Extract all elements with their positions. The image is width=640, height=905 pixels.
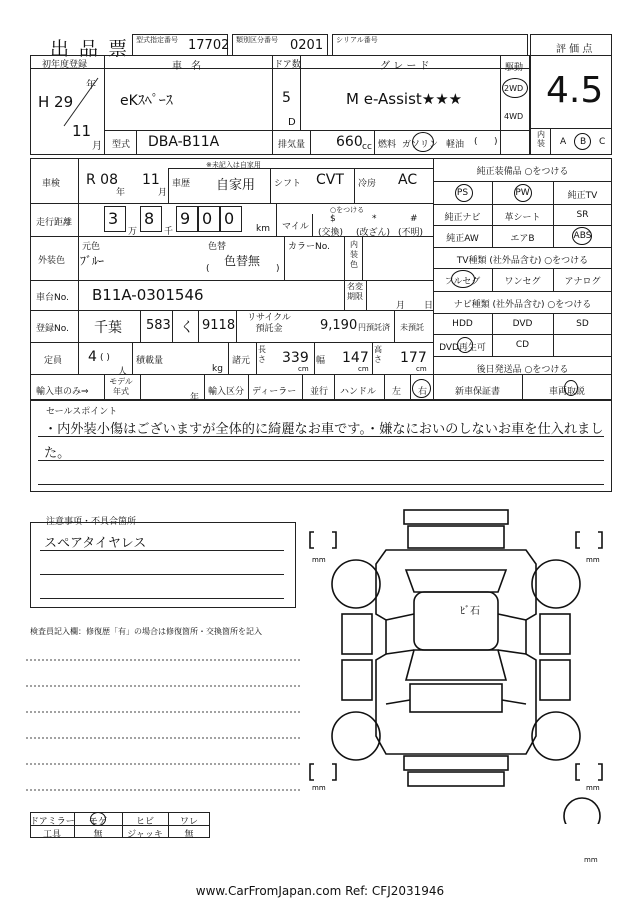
car-name: eKｽﾍﾟｰｽ xyxy=(120,93,173,109)
svg-text:mm: mm xyxy=(312,784,326,792)
capacity-unit: 人 xyxy=(118,367,128,377)
equip-sr: SR xyxy=(576,210,589,220)
bt-jack-value: 無 xyxy=(184,830,194,840)
interior-label: 内装 xyxy=(537,130,545,148)
shift: CVT xyxy=(316,172,344,188)
bt-tools-value: 無 xyxy=(93,830,103,840)
orig-color: ﾌﾞﾙｰ xyxy=(80,254,105,268)
year-unit: 年 xyxy=(86,80,96,91)
spare-tire-unit: mm xyxy=(584,856,598,864)
repaint-value: 色替無 xyxy=(224,254,261,268)
mileage-unknown: (不明) xyxy=(398,228,424,238)
mileage-unit-man: 万 xyxy=(128,227,138,237)
width-label: 幅 xyxy=(316,356,326,366)
docs-title: 後日発送品 ○をつける xyxy=(476,365,569,375)
vehicle-type-label: 車歴 xyxy=(172,179,191,189)
import-dealer: ディーラー xyxy=(252,387,297,397)
bt-mirror-label: ドアミラー xyxy=(30,817,75,827)
fuel-paren-open: ( xyxy=(474,137,478,147)
notes-label: 注意事項・不具合箇所 xyxy=(46,517,137,527)
displacement-label: 排気量 xyxy=(278,140,306,150)
fuel-diesel: 軽油 xyxy=(446,140,465,150)
car-name-label: 車 名 xyxy=(172,61,205,72)
drive-2wd: 2WD xyxy=(504,84,524,93)
navi-dvd: DVD xyxy=(512,319,533,329)
grade-label: グ レ ー ド xyxy=(380,61,430,72)
class-no: 0201 xyxy=(290,38,324,53)
sales-point-line-2: た。 xyxy=(44,446,71,461)
equip-navi: 純正ナビ xyxy=(444,213,481,223)
tv-oneseg: ワンセグ xyxy=(504,277,541,287)
width: 147 xyxy=(342,350,369,366)
equip-ps-circle xyxy=(455,184,473,202)
fuel-label: 燃料 xyxy=(378,140,397,150)
handle-label: ハンドル xyxy=(340,387,377,397)
model-no: 17702 xyxy=(188,38,230,53)
height-label: 高さ xyxy=(374,345,382,364)
equipment-title: 純正装備品 ○をつける xyxy=(476,167,569,177)
mileage-digit-1: 3 xyxy=(108,209,119,228)
interior-b-circle xyxy=(574,133,591,150)
fuel-gas: ガソリン xyxy=(402,140,439,150)
first-reg-label: 初年度登録 xyxy=(42,60,88,70)
ac-label: 冷房 xyxy=(358,179,377,189)
model-year-label: モデル年式 xyxy=(109,377,133,396)
interior-c: C xyxy=(599,137,606,147)
shaken-year-unit: 年 xyxy=(116,188,126,198)
capacity: 4 xyxy=(88,349,97,365)
mileage-unknown-sym: # xyxy=(410,214,418,224)
recycle-label: リサイクル預託金 xyxy=(247,313,291,334)
recycle-unit: 円預託済 xyxy=(358,323,390,332)
navi-cd: CD xyxy=(515,340,530,350)
equip-aw: 純正AW xyxy=(446,234,479,244)
inspector-lines xyxy=(26,650,302,800)
mileage-digit-2: 8 xyxy=(144,209,155,228)
class-no-label: 類別区分番号 xyxy=(236,36,278,44)
import-parallel: 並行 xyxy=(310,387,329,397)
drive-4wd: 4WD xyxy=(504,112,524,121)
mileage-label: 走行距離 xyxy=(36,218,73,228)
interior-b: B xyxy=(580,137,587,147)
displacement-unit: cc xyxy=(362,142,372,152)
navi-sd: SD xyxy=(576,319,589,329)
handle-right: 右 xyxy=(418,387,428,397)
height-unit: cm xyxy=(416,365,427,373)
shift-label: シフト xyxy=(274,179,302,189)
mileage-tamper-sym: * xyxy=(372,214,377,224)
docs-manual: 車両取説 xyxy=(548,387,585,397)
color-label: 外装色 xyxy=(38,256,66,266)
mileage-exchange: (交換) xyxy=(318,228,344,238)
drive-label: 駆動 xyxy=(505,63,524,73)
repaint-label: 色替 xyxy=(208,242,227,252)
inspection-day: 日 xyxy=(424,301,434,311)
vehicle-type: 自家用 xyxy=(216,178,256,193)
equip-pw-circle xyxy=(514,184,532,202)
import-class-label: 輸入区分 xyxy=(208,387,245,397)
svg-text:mm: mm xyxy=(586,556,600,564)
tv-analog: アナログ xyxy=(564,277,601,287)
interior-a: A xyxy=(560,137,567,147)
model-type: DBA-B11A xyxy=(148,134,220,150)
model-type-label: 型式 xyxy=(112,140,131,150)
recycle-not: 未預託 xyxy=(400,323,424,332)
tv-title: TV種類 (社外品含む) ○をつける xyxy=(456,256,589,266)
equip-airbag: エアB xyxy=(510,234,535,244)
sales-point-line-1: ・内外装小傷はございますが全体的に綺麗なお車です。・嫌なにおいのしないお車を仕入れまし xyxy=(44,422,604,437)
height: 177 xyxy=(400,350,427,366)
mileage-mile: マイル xyxy=(282,222,309,232)
mileage-unit: km xyxy=(256,224,270,234)
navi-hdd: HDD xyxy=(452,319,473,329)
chassis-label: 車台No. xyxy=(36,293,69,303)
equip-abs-circle xyxy=(572,227,592,245)
svg-text:mm: mm xyxy=(586,784,600,792)
sales-point-label: セールスポイント xyxy=(46,407,118,417)
color-no-label: カラーNo. xyxy=(288,242,330,252)
bt-mirror-break: ワレ xyxy=(179,817,198,827)
handle-right-circle xyxy=(412,379,431,398)
reg-number: 9118 xyxy=(202,318,236,333)
docs-manual-circle xyxy=(564,380,578,396)
serial-label: シリアル番号 xyxy=(336,36,378,44)
car-diagram xyxy=(306,504,606,824)
fuel-gas-circle xyxy=(412,132,434,152)
orig-color-label: 元色 xyxy=(82,242,101,252)
note-unmarked: ※未記入は自家用 xyxy=(206,161,261,169)
interior-color-label: 内装色 xyxy=(350,240,358,269)
ac: AC xyxy=(398,172,418,188)
docs-warranty: 新車保証書 xyxy=(454,387,500,397)
navi-dvd-play: DVD再生可 xyxy=(439,343,486,353)
shaken-label: 車検 xyxy=(42,179,61,189)
shaken-month-unit: 月 xyxy=(158,188,168,198)
width-unit: cm xyxy=(358,365,369,373)
diagram-mark: ﾋﾞ石 xyxy=(460,606,480,617)
displacement: 660 xyxy=(336,134,363,150)
model-no-label: 型式指定番号 xyxy=(136,36,178,44)
chassis: B11A-0301546 xyxy=(92,286,204,304)
score: 4.5 xyxy=(546,70,604,111)
mileage-digit-4: 0 xyxy=(202,209,213,228)
notes-line-1: スペアタイヤレス xyxy=(44,536,147,551)
load-unit: kg xyxy=(212,364,223,374)
bt-mirror-loss: モゲ xyxy=(88,817,107,827)
equip-pw: PW xyxy=(515,188,530,198)
navi-title: ナビ種類 (社外品含む) ○をつける xyxy=(453,300,592,310)
length-label: 長さ xyxy=(258,345,266,364)
length: 339 xyxy=(282,350,309,366)
bt-tools-label: 工具 xyxy=(42,830,61,840)
sales-point-box xyxy=(30,400,612,492)
load-label: 積載量 xyxy=(136,356,164,366)
mileage-exchange-sym: $ xyxy=(330,214,336,224)
form-title: 出 品 票 xyxy=(50,38,130,60)
bt-jack-label: ジャッキ xyxy=(127,830,163,840)
recycle-value: 9,190 xyxy=(320,318,358,333)
mileage-digit-3: 9 xyxy=(180,209,191,228)
footer-ref: www.CarFromJapan.com Ref: CFJ2031946 xyxy=(195,884,445,898)
shaken-era: R 08 xyxy=(86,172,118,188)
equip-tv: 純正TV xyxy=(567,191,598,201)
month-unit: 月 xyxy=(92,141,102,152)
bt-mirror-loss-circle xyxy=(90,812,106,826)
capacity-label: 定員 xyxy=(44,356,63,366)
equip-abs: ABS xyxy=(573,231,592,241)
length-unit: cm xyxy=(298,365,309,373)
tv-fullseg: フルセグ xyxy=(444,277,481,287)
inspector-label: 検査員記入欄：修復歴「有」の場合は修復箇所・交換箇所を記入 xyxy=(30,627,262,636)
import-label: 輸入車のみ⇒ xyxy=(36,387,89,397)
tv-fullseg-circle xyxy=(451,270,475,288)
shaken-month: 11 xyxy=(142,172,160,188)
doors: 5 xyxy=(282,90,291,106)
first-reg-month: 11 xyxy=(72,122,92,140)
first-reg-year: H 29 xyxy=(38,93,74,111)
dims-label: 諸元 xyxy=(232,356,251,366)
fuel-paren-close: ) xyxy=(494,137,498,147)
equip-ps: PS xyxy=(456,188,469,198)
mileage-digit-5: 0 xyxy=(224,209,235,228)
reg-region: 千葉 xyxy=(94,320,122,336)
handle-left: 左 xyxy=(392,387,402,397)
reg-kana: く xyxy=(180,320,194,336)
inspection-month: 月 xyxy=(396,301,406,311)
mileage-tamper: (改ざん) xyxy=(356,228,391,238)
reg-label: 登録No. xyxy=(36,324,69,334)
mileage-circle-note: ○をつける xyxy=(330,206,365,214)
inspection-label: 名変期限 xyxy=(347,282,363,301)
navi-dvd-play-circle xyxy=(457,337,473,353)
bt-mirror-crack: ヒビ xyxy=(135,817,154,827)
score-label: 評 価 点 xyxy=(556,44,593,55)
grade: M e-Assist★★★ xyxy=(346,90,463,108)
reg-class: 583 xyxy=(146,318,171,333)
door-sub: D xyxy=(288,117,296,128)
svg-text:mm: mm xyxy=(312,556,326,564)
capacity-paren: ( ) xyxy=(100,353,110,363)
model-year-unit: 年 xyxy=(190,393,200,403)
mileage-unit-sen: 千 xyxy=(164,227,174,237)
doors-label: ドア数 xyxy=(274,60,301,70)
equip-leather: 革シート xyxy=(504,213,541,223)
